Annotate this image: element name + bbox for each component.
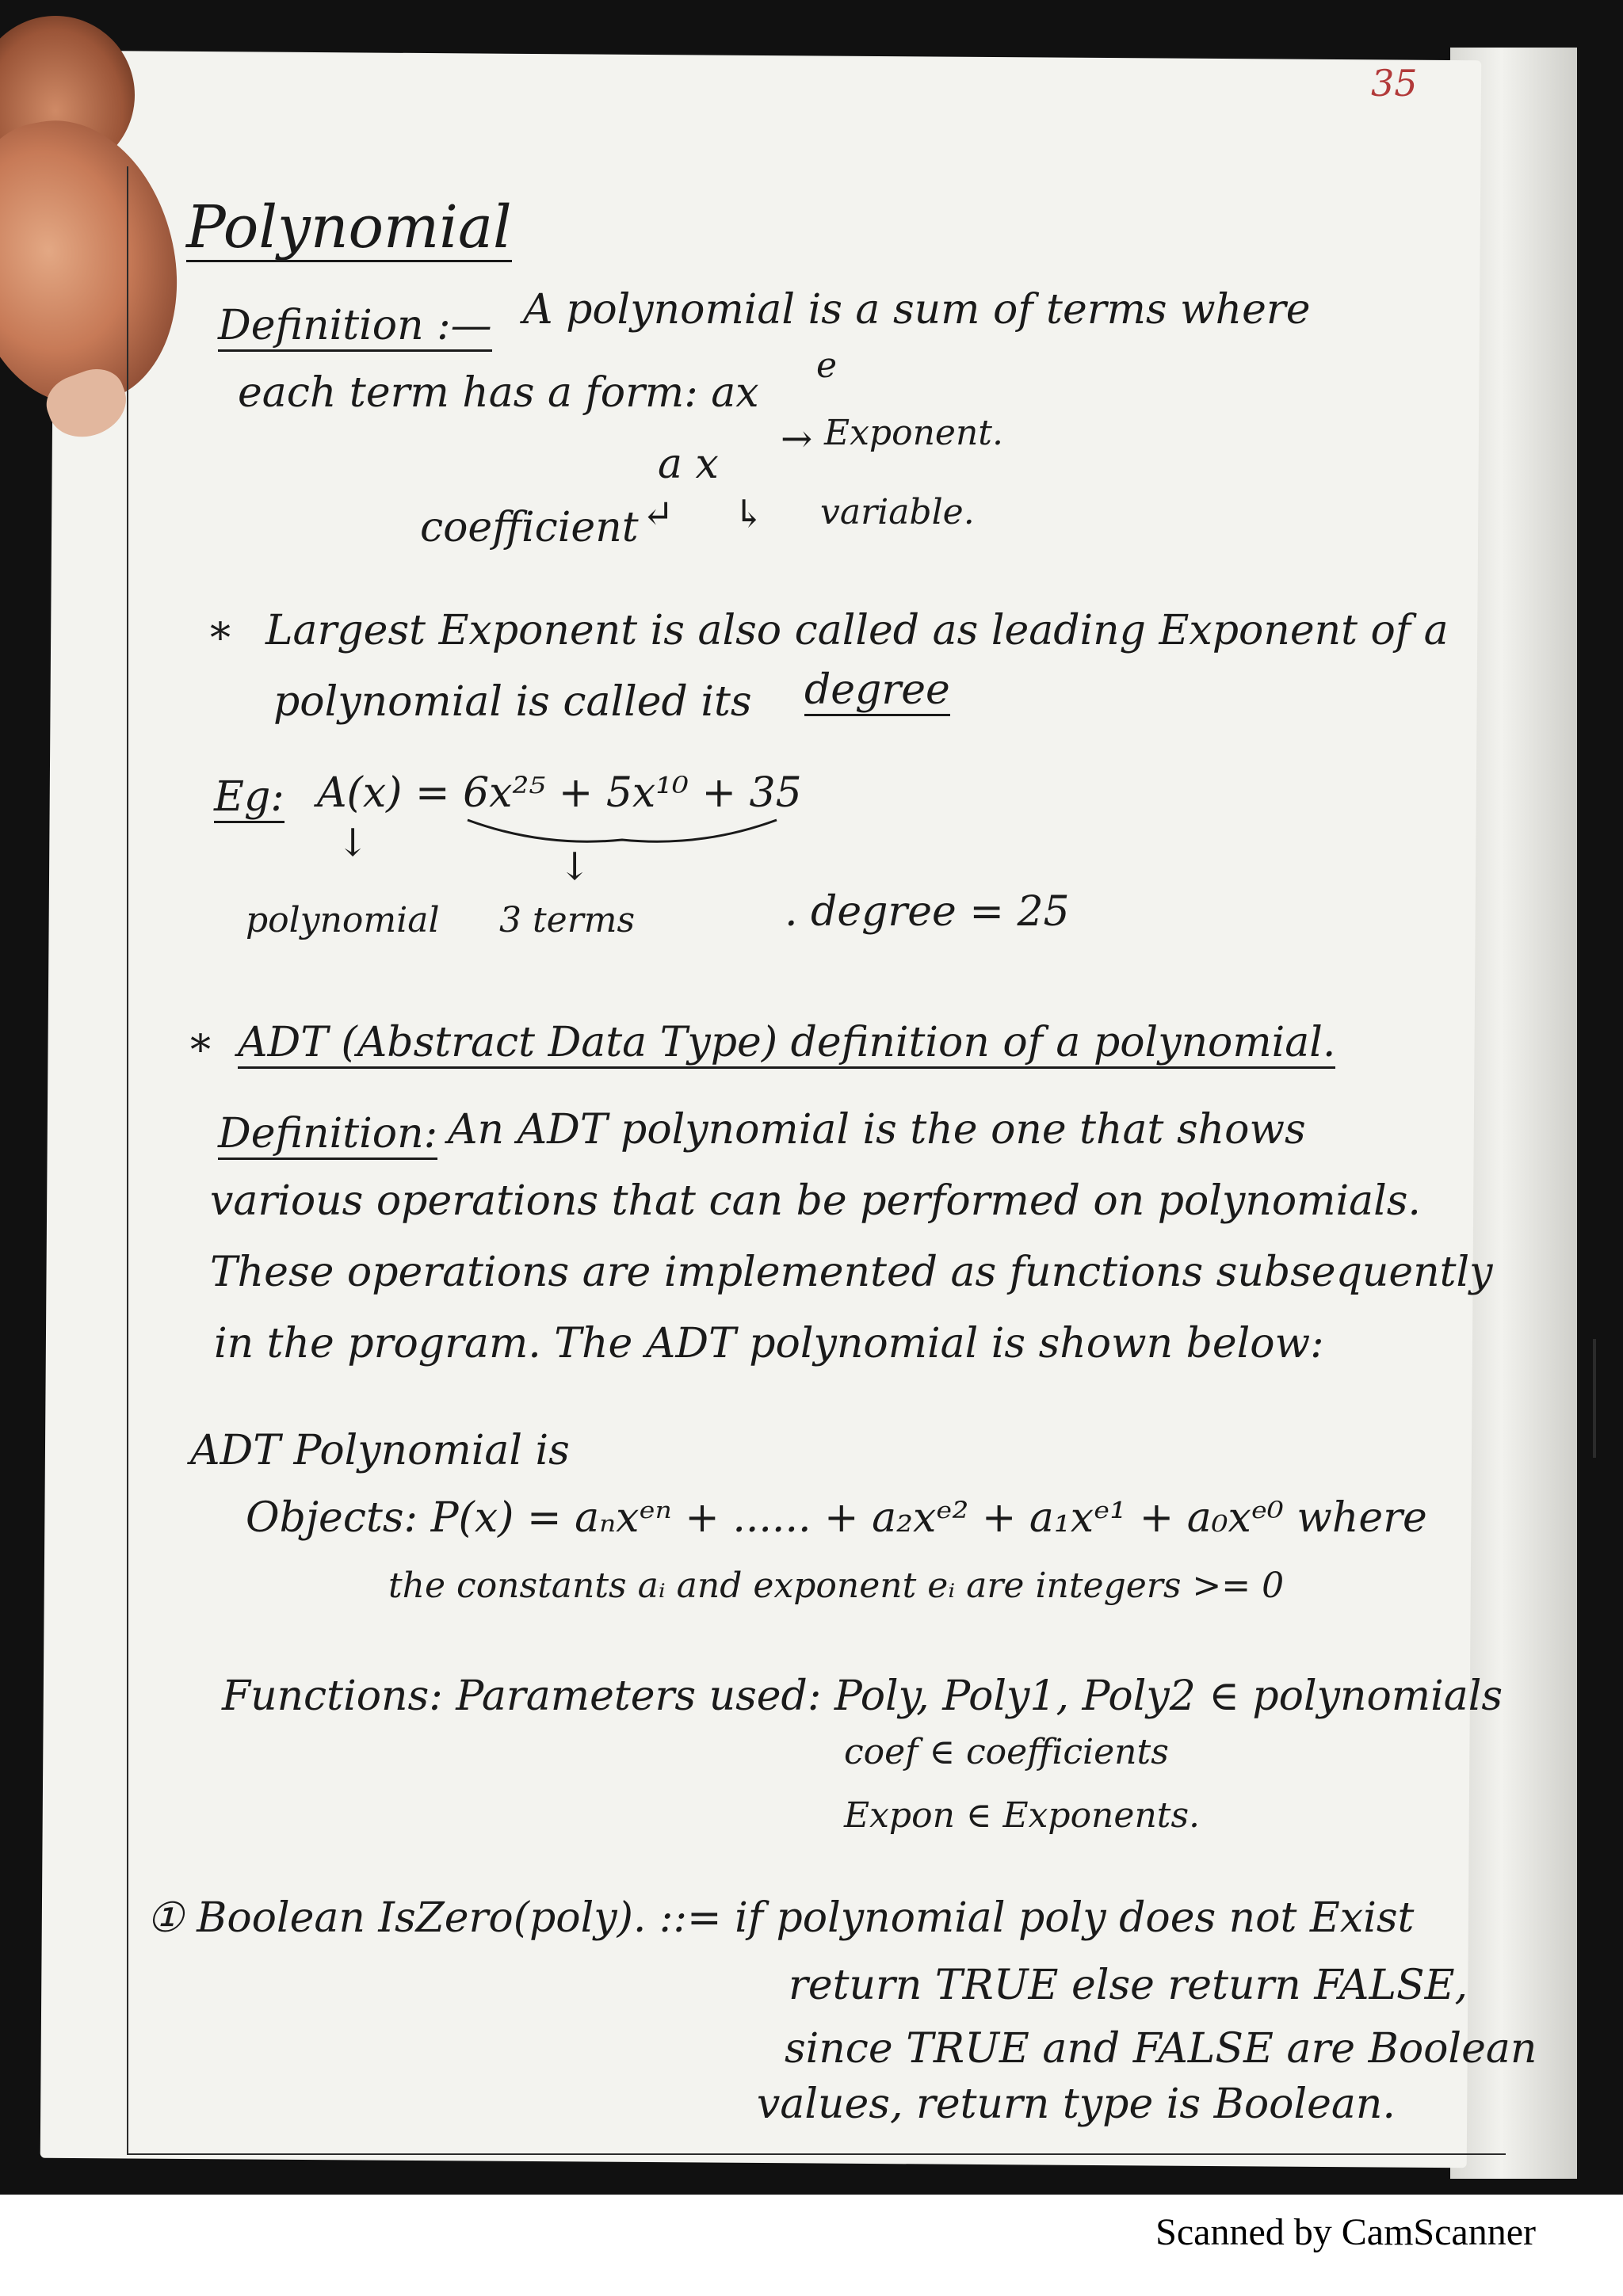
boolean-line-3: since TRUE and FALSE are Boolean [785,2025,1537,2073]
coefficient-label: coefficient [420,504,639,551]
definition-label: Definition :— [218,305,492,352]
boolean-line-2: return TRUE else return FALSE, [789,1962,1468,2009]
definition-text-2: each term has a form: ax [238,369,759,417]
note-line-1: Largest Exponent is also called as leading Exponent of a [265,607,1449,654]
example-label: Eg: [214,776,285,823]
adt-functions-3: Expon ∈ Exponents. [844,1795,1201,1836]
adt-definition-4: in the program. The ADT polynomial is shown below: [214,1320,1324,1367]
definition-exponent: e [816,345,838,386]
polynomial-arrow: ↓ [337,821,369,865]
scanner-credit: Scanned by CamScanner [1155,2211,1536,2253]
definition-text-1: A polynomial is a sum of terms where [523,286,1311,334]
coefficient-arrow: ↵ [642,492,674,536]
adt-objects-2: the constants aᵢ and exponent eᵢ are integers >= 0 [388,1566,1285,1606]
adt-definition-3: These operations are implemented as functions subsequently [210,1249,1493,1296]
page-title: Polynomial [186,193,512,261]
adt-heading-star: * [190,1027,211,1074]
terms-brace [464,816,781,848]
variable-arrow: ↳ [733,492,766,536]
exponent-label: Exponent. [824,413,1003,453]
scanner-footer [0,2210,1623,2254]
adt-definition-1: An ADT polynomial is the one that shows [448,1106,1306,1154]
diagram-term: a x [658,441,719,488]
polynomial-annotation: polynomial [246,900,440,940]
boolean-line-4: values, return type is Boolean. [757,2081,1396,2128]
page-margin-line [127,166,128,2155]
terms-annotation: 3 terms [499,900,636,940]
adt-definition-label: Definition: [218,1113,437,1160]
note-line-2: polynomial is called its [273,678,752,726]
variable-label: variable. [820,492,975,532]
terms-arrow: ↓ [559,845,591,889]
page-number: 35 [1371,62,1418,105]
degree-word: degree [804,669,950,716]
boolean-item: ① Boolean IsZero(poly). ::= if polynomial poly does not Exist [147,1894,1415,1942]
adt-heading: ADT (Abstract Data Type) definition of a polynomial. [238,1022,1335,1069]
note-star: * [210,615,231,662]
page-bottom-line [127,2153,1506,2155]
adt-objects: Objects: P(x) = aₙxᵉⁿ + ...... + a₂xᵉ² + a₁xᵉ¹ + a₀xᵉ⁰ where [246,1494,1427,1542]
exponent-arrow: → [781,417,813,461]
adt-definition-2: various operations that can be performed on polynomials. [210,1177,1421,1225]
adt-functions: Functions: Parameters used: Poly, Poly1, Poly2 ∈ polynomials [222,1672,1503,1720]
example-expression: A(x) = 6x²⁵ + 5x¹⁰ + 35 [317,769,802,817]
edge-mark [1593,1339,1596,1458]
degree-annotation: . degree = 25 [785,888,1070,936]
adt-functions-2: coef ∈ coefficients [844,1732,1169,1772]
adt-block-heading: ADT Polynomial is [190,1427,570,1474]
